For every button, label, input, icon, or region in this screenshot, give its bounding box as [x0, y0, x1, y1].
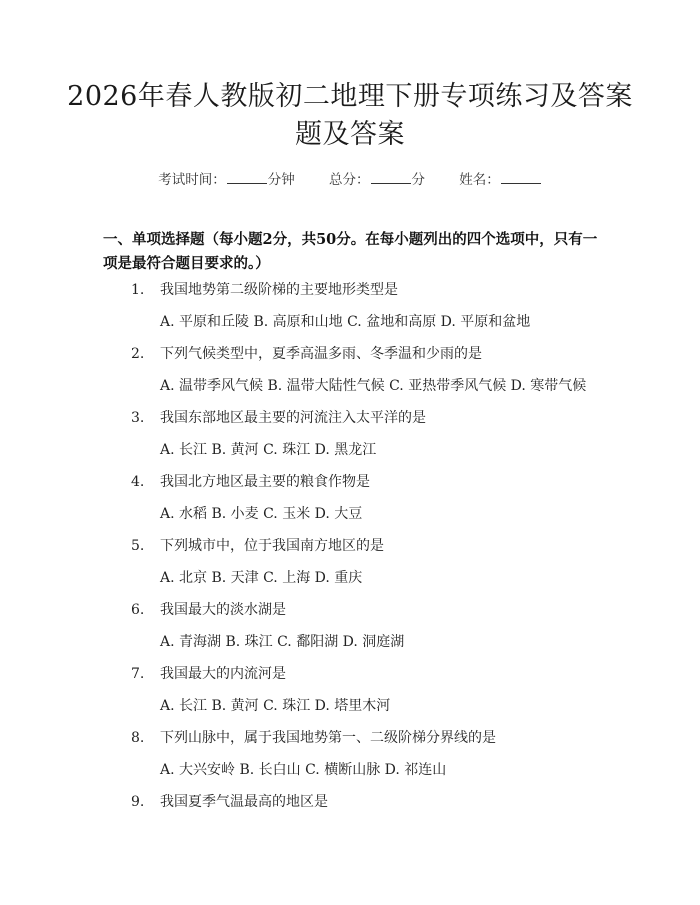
question-options: A. 平原和丘陵 B. 高原和山地 C. 盆地和高原 D. 平原和盆地 [160, 314, 531, 330]
question-item [0, 728, 700, 792]
exam-meta [0, 168, 700, 188]
question-item [0, 664, 700, 728]
question-number: 7. [131, 666, 145, 682]
question-number: 4. [131, 474, 145, 490]
question-item [0, 472, 700, 536]
page-title: 2026年春人教版初二地理下册专项练习及答案题及答案 [67, 81, 633, 150]
question-number: 6. [131, 602, 145, 618]
exam-time-field [158, 168, 295, 188]
question-text: 我国北方地区最主要的粮食作物是 [160, 474, 370, 490]
name-label: 姓名： [459, 172, 500, 188]
question-item [0, 408, 700, 472]
question-text: 我国最大的内流河是 [160, 666, 286, 682]
question-options: A. 水稻 B. 小麦 C. 玉米 D. 大豆 [160, 506, 363, 522]
total-score-label: 总分： [329, 172, 370, 188]
question-item [0, 280, 700, 344]
total-score-field [329, 168, 425, 188]
question-item [0, 792, 700, 856]
question-options: A. 北京 B. 天津 C. 上海 D. 重庆 [160, 570, 363, 586]
question-options: A. 长江 B. 黄河 C. 珠江 D. 黑龙江 [160, 442, 377, 458]
name-blank [501, 171, 541, 184]
total-score-unit: 分 [411, 172, 425, 188]
question-number: 5. [131, 538, 145, 554]
question-text: 我国地势第二级阶梯的主要地形类型是 [160, 282, 398, 298]
total-score-blank [371, 171, 411, 184]
question-options: A. 大兴安岭 B. 长白山 C. 横断山脉 D. 祁连山 [160, 762, 447, 778]
exam-time-label: 考试时间： [158, 172, 226, 188]
exam-time-blank [227, 171, 267, 184]
section-heading: 一、单项选择题（每小题2分，共50分。在每小题列出的四个选项中，只有一项是最符合题目要求的。） [103, 231, 598, 272]
question-item [0, 600, 700, 664]
question-options: A. 青海湖 B. 珠江 C. 鄱阳湖 D. 洞庭湖 [160, 634, 405, 650]
question-options: A. 温带季风气候 B. 温带大陆性气候 C. 亚热带季风气候 D. 寒带气候 [160, 378, 587, 394]
question-text: 我国东部地区最主要的河流注入太平洋的是 [160, 410, 426, 426]
question-number: 8. [131, 730, 145, 746]
question-number: 9. [131, 794, 145, 810]
question-number: 1. [131, 282, 145, 298]
name-field [459, 168, 542, 188]
question-text: 下列气候类型中，夏季高温多雨、冬季温和少雨的是 [160, 346, 482, 362]
question-number: 2. [131, 346, 145, 362]
question-item [0, 344, 700, 408]
question-item [0, 536, 700, 600]
question-text: 下列山脉中，属于我国地势第一、二级阶梯分界线的是 [160, 730, 496, 746]
question-list [0, 280, 700, 856]
question-text: 我国最大的淡水湖是 [160, 602, 286, 618]
exam-time-unit: 分钟 [267, 172, 295, 188]
question-text: 我国夏季气温最高的地区是 [160, 794, 328, 810]
question-number: 3. [131, 410, 145, 426]
question-text: 下列城市中，位于我国南方地区的是 [160, 538, 384, 554]
question-options: A. 长江 B. 黄河 C. 珠江 D. 塔里木河 [160, 698, 391, 714]
